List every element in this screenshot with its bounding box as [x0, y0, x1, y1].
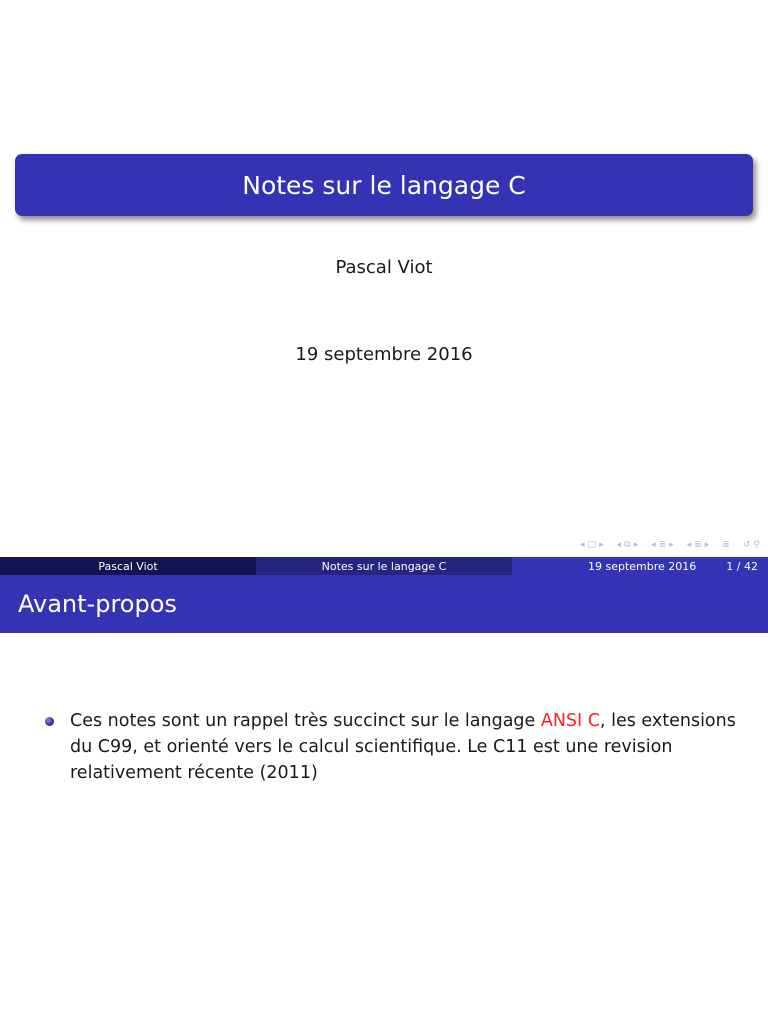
- footline-date: 19 septembre 2016: [588, 559, 697, 573]
- item-text-highlight: ANSI C: [540, 711, 600, 731]
- nav-next-slide-icon[interactable]: ▸: [599, 540, 604, 550]
- nav-frame-icon[interactable]: ⧉: [624, 540, 631, 550]
- nav-search-icon[interactable]: ⚲: [753, 540, 760, 550]
- nav-prev-subsection-icon[interactable]: ◂: [651, 540, 656, 550]
- footline-title: Notes sur le langage C: [256, 557, 512, 575]
- author-name: Pascal Viot: [335, 257, 433, 278]
- list-item: [42, 708, 752, 786]
- navigation-symbols: [580, 536, 760, 554]
- nav-prev-section-icon[interactable]: ◂: [686, 540, 692, 550]
- title-box: [15, 154, 753, 216]
- frame-title: Avant-propos: [18, 590, 177, 618]
- item-text-after: , les extensions du C99, et orienté vers le calcul scientifique. Le C11 est une revision relativement récente (2011): [70, 711, 736, 783]
- footline-date-page: [512, 557, 768, 575]
- nav-slide-icon[interactable]: □: [587, 540, 597, 550]
- nav-next-subsection-icon[interactable]: ▸: [669, 540, 674, 550]
- item-text-before: Ces notes sont un rappel très succinct sur le langage: [70, 711, 541, 731]
- frame-title-bar: [0, 575, 768, 633]
- nav-next-frame-icon[interactable]: ▸: [633, 540, 639, 550]
- nav-subsection-icon[interactable]: ≣: [658, 540, 667, 550]
- content-slide: [0, 557, 768, 1024]
- presentation-title: Notes sur le langage C: [242, 170, 526, 200]
- page-number: 1 / 42: [726, 559, 758, 573]
- footline: [0, 557, 768, 575]
- bullet-icon: [45, 717, 54, 726]
- bullet-list: [42, 708, 752, 786]
- nav-prev-slide-icon[interactable]: ◂: [580, 540, 585, 550]
- nav-back-icon[interactable]: ↺: [742, 540, 751, 550]
- nav-next-section-icon[interactable]: ▸: [704, 540, 710, 550]
- presentation-date: 19 septembre 2016: [295, 344, 473, 365]
- nav-prev-frame-icon[interactable]: ◂: [616, 540, 622, 550]
- nav-toc-icon[interactable]: ≣: [722, 540, 730, 550]
- nav-section-icon[interactable]: ≣: [694, 540, 702, 550]
- footline-author: Pascal Viot: [0, 557, 256, 575]
